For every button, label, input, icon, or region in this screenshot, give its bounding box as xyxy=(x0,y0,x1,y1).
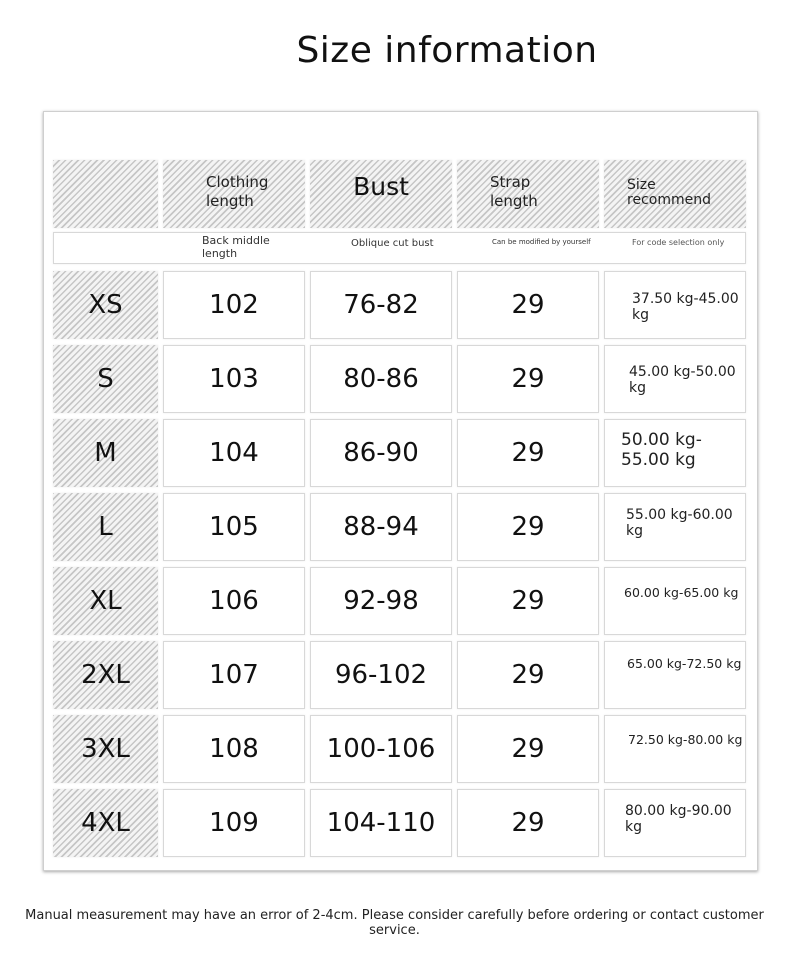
size-cell-xs: XS xyxy=(53,271,158,339)
size-cell-l: L xyxy=(53,493,158,561)
bust-cell-m: 86-90 xyxy=(310,419,452,487)
length-cell-m: 104 xyxy=(163,419,305,487)
recommend-cell-l: 55.00 kg-60.00 kg xyxy=(604,493,746,561)
strap-cell-l: 29 xyxy=(457,493,599,561)
strap-cell-s: 29 xyxy=(457,345,599,413)
size-table xyxy=(43,111,758,871)
header-strap-length xyxy=(457,160,599,228)
header-size-recommend xyxy=(604,160,746,228)
header-strap-length-label: Strap length xyxy=(490,173,538,210)
size-cell-4xl: 4XL xyxy=(53,789,158,857)
subheader-row xyxy=(53,232,746,264)
bust-cell-2xl: 96-102 xyxy=(310,641,452,709)
length-cell-3xl: 108 xyxy=(163,715,305,783)
size-cell-xl: XL xyxy=(53,567,158,635)
subheader-clothing-length: Back middle length xyxy=(202,234,270,260)
size-cell-m: M xyxy=(53,419,158,487)
header-bust xyxy=(310,160,452,228)
size-cell-2xl: 2XL xyxy=(53,641,158,709)
bust-cell-4xl: 104-110 xyxy=(310,789,452,857)
strap-cell-4xl: 29 xyxy=(457,789,599,857)
bust-cell-xs: 76-82 xyxy=(310,271,452,339)
bust-cell-l: 88-94 xyxy=(310,493,452,561)
page-title: Size information xyxy=(296,30,598,71)
bust-cell-3xl: 100-106 xyxy=(310,715,452,783)
subheader-size-recommend: For code selection only xyxy=(632,238,725,247)
strap-cell-xs: 29 xyxy=(457,271,599,339)
recommend-cell-2xl: 65.00 kg-72.50 kg xyxy=(604,641,746,709)
header-bust-label: Bust xyxy=(353,172,409,201)
strap-cell-xl: 29 xyxy=(457,567,599,635)
length-cell-l: 105 xyxy=(163,493,305,561)
header-clothing-length-label: Clothing length xyxy=(206,173,269,210)
length-cell-4xl: 109 xyxy=(163,789,305,857)
strap-cell-3xl: 29 xyxy=(457,715,599,783)
bust-cell-xl: 92-98 xyxy=(310,567,452,635)
header-size-recommend-label: Size recommend xyxy=(627,177,711,208)
subheader-bust: Oblique cut bust xyxy=(351,238,434,249)
size-cell-s: S xyxy=(53,345,158,413)
size-cell-3xl: 3XL xyxy=(53,715,158,783)
recommend-cell-3xl: 72.50 kg-80.00 kg xyxy=(604,715,746,783)
strap-cell-m: 29 xyxy=(457,419,599,487)
disclaimer-footer: Manual measurement may have an error of 2-4cm. Please consider carefully before ordering or contact customer service. xyxy=(25,908,764,938)
bust-cell-s: 80-86 xyxy=(310,345,452,413)
recommend-cell-4xl: 80.00 kg-90.00 kg xyxy=(604,789,746,857)
length-cell-xs: 102 xyxy=(163,271,305,339)
length-cell-2xl: 107 xyxy=(163,641,305,709)
header-clothing-length xyxy=(163,160,305,228)
recommend-cell-xl: 60.00 kg-65.00 kg xyxy=(604,567,746,635)
recommend-cell-xs: 37.50 kg-45.00 kg xyxy=(604,271,746,339)
length-cell-xl: 106 xyxy=(163,567,305,635)
recommend-cell-s: 45.00 kg-50.00 kg xyxy=(604,345,746,413)
header-size-cell xyxy=(53,160,158,228)
length-cell-s: 103 xyxy=(163,345,305,413)
recommend-cell-m: 50.00 kg-55.00 kg xyxy=(604,419,746,487)
strap-cell-2xl: 29 xyxy=(457,641,599,709)
subheader-strap-length: Can be modified by yourself xyxy=(492,238,591,246)
